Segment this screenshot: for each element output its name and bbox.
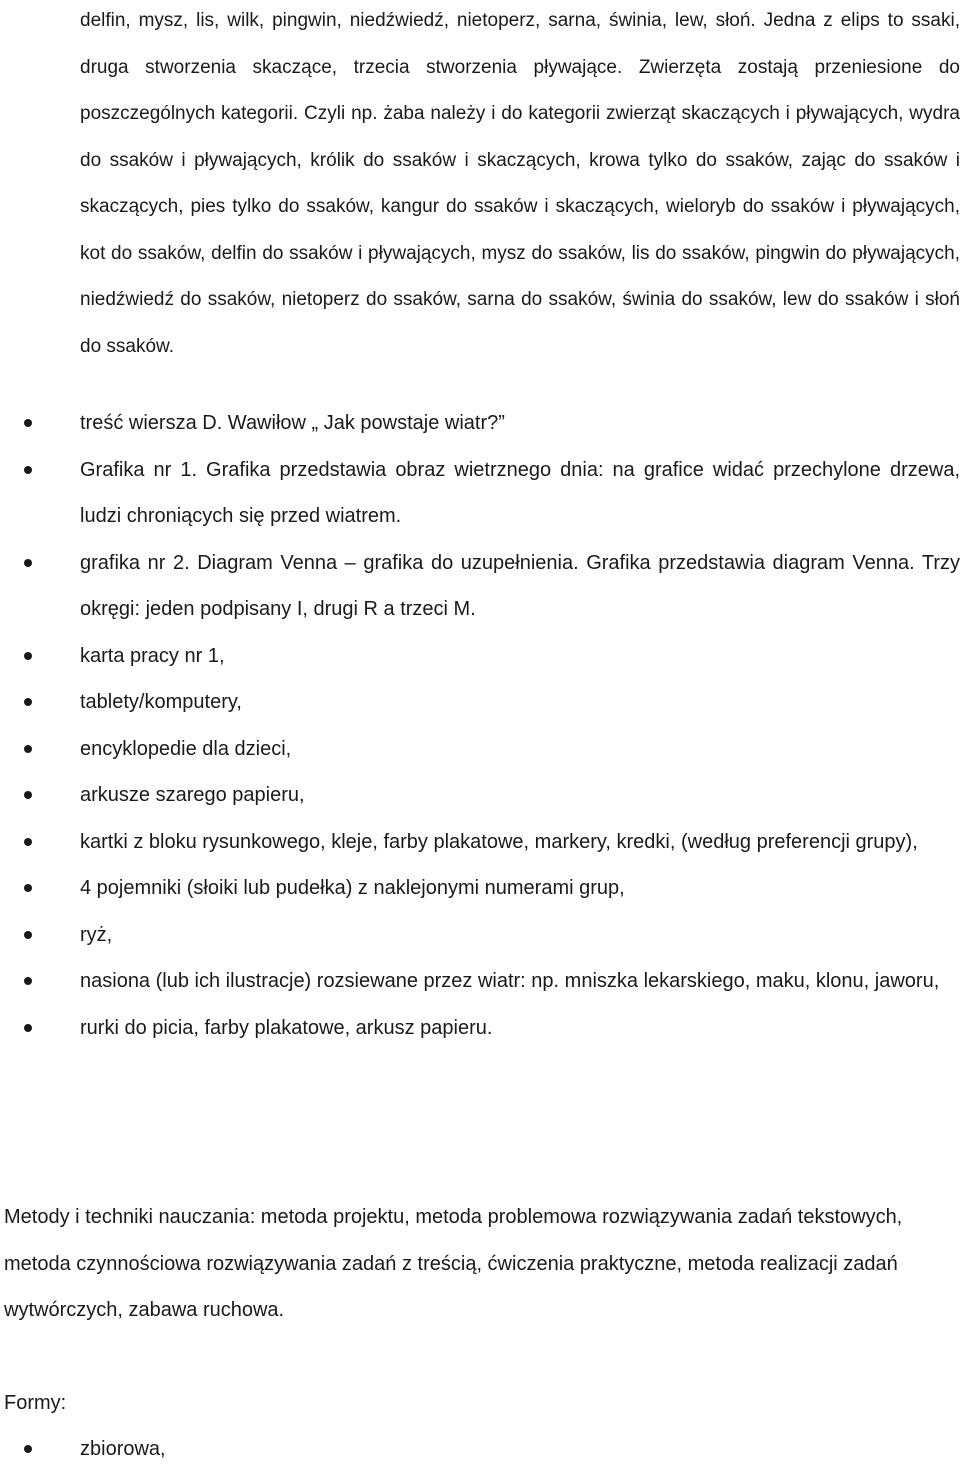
bullet-icon: [24, 1024, 32, 1032]
bullet-icon: [24, 419, 32, 427]
list-item: [0, 726, 960, 773]
bullet-icon: [24, 791, 32, 799]
list-item: [0, 540, 960, 633]
list-item-text: kartki z bloku rysunkowego, kleje, farby plakatowe, markery, kredki, (według preferencji grupy),: [80, 830, 918, 853]
forms-list: [0, 1426, 960, 1473]
bullet-icon: [24, 652, 32, 660]
bullet-icon: [24, 884, 32, 892]
list-item: [0, 912, 960, 959]
list-item: [0, 958, 960, 1005]
list-item: [0, 447, 960, 540]
bullet-icon: [24, 977, 32, 985]
list-item: [0, 819, 960, 866]
list-item: [0, 400, 960, 447]
list-item-text: zbiorowa,: [80, 1438, 166, 1460]
bullet-icon: [24, 931, 32, 939]
list-item-text: karta pracy nr 1,: [80, 644, 225, 667]
list-item: [0, 1005, 960, 1052]
list-item-text: arkusze szarego papieru,: [80, 784, 305, 806]
bullet-icon: [24, 466, 32, 474]
bullet-icon: [24, 745, 32, 753]
list-item-text: Grafika nr 1. Grafika przedstawia obraz wietrznego dnia: na grafice widać przechylone drzewa, ludzi chroniących się przed wiatrem.: [80, 458, 960, 527]
list-item-text: treść wiersza D. Wawiłow „ Jak powstaje wiatr?”: [80, 412, 505, 434]
bullet-icon: [24, 838, 32, 846]
list-item-text: grafika nr 2. Diagram Venna – grafika do uzupełnienia. Grafika przedstawia diagram Venna. Trzy okręgi: jeden podpisany I, drugi R a trzeci M.: [80, 551, 960, 620]
list-item-text: rurki do picia, farby plakatowe, arkusz papieru.: [80, 1016, 493, 1039]
list-item-text: ryż,: [80, 923, 113, 946]
bullet-icon: [24, 559, 32, 567]
list-item-text: 4 pojemniki (słoiki lub pudełka) z naklejonymi numerami grup,: [80, 877, 625, 899]
list-item-text: encyklopedie dla dzieci,: [80, 737, 292, 760]
bullet-icon: [24, 698, 32, 706]
list-item: [0, 679, 960, 726]
list-item-text: nasiona (lub ich ilustracje) rozsiewane przez wiatr: np. mniszka lekarskiego, maku, klonu, jaworu,: [80, 970, 940, 992]
forms-heading: Formy:: [4, 1392, 67, 1414]
list-item: [0, 633, 960, 680]
materials-list: [0, 400, 960, 1051]
bullet-icon: [24, 1445, 32, 1453]
list-item: [0, 1426, 960, 1473]
intro-paragraph: delfin, mysz, lis, wilk, pingwin, niedźwiedź, nietoperz, sarna, świnia, lew, słoń. Jedna z elips to ssaki, druga stworzenia skaczące, trzecia stworzenia pływające. Zwierzęta zostają przeniesione do poszczególnych kategorii. Czyli np. żaba należy i do kategorii zwierząt skaczących i pływających, wydra do ssaków i pływających, królik do ssaków i skaczących, krowa tylko do ssaków, zając do ssaków i skaczących, pies tylko do ssaków, kangur do ssaków i skaczących, wieloryb do ssaków i pływających, kot do ssaków, delfin do ssaków i pływających, mysz do ssaków, lis do ssaków, pingwin do pływających, niedźwiedź do ssaków, nietoperz do ssaków, sarna do ssaków, świnia do ssaków, lew do ssaków i słoń do ssaków.: [80, 10, 960, 357]
list-item-text: tablety/komputery,: [80, 691, 242, 713]
list-item: [0, 865, 960, 912]
methods-paragraph: Metody i techniki nauczania: metoda projektu, metoda problemowa rozwiązywania zadań tekstowych, metoda czynnościowa rozwiązywania zadań z treścią, ćwiczenia praktyczne, metoda realizacji zadań wytwórczych, zabawa ruchowa.: [4, 1206, 903, 1321]
list-item: [0, 772, 960, 819]
